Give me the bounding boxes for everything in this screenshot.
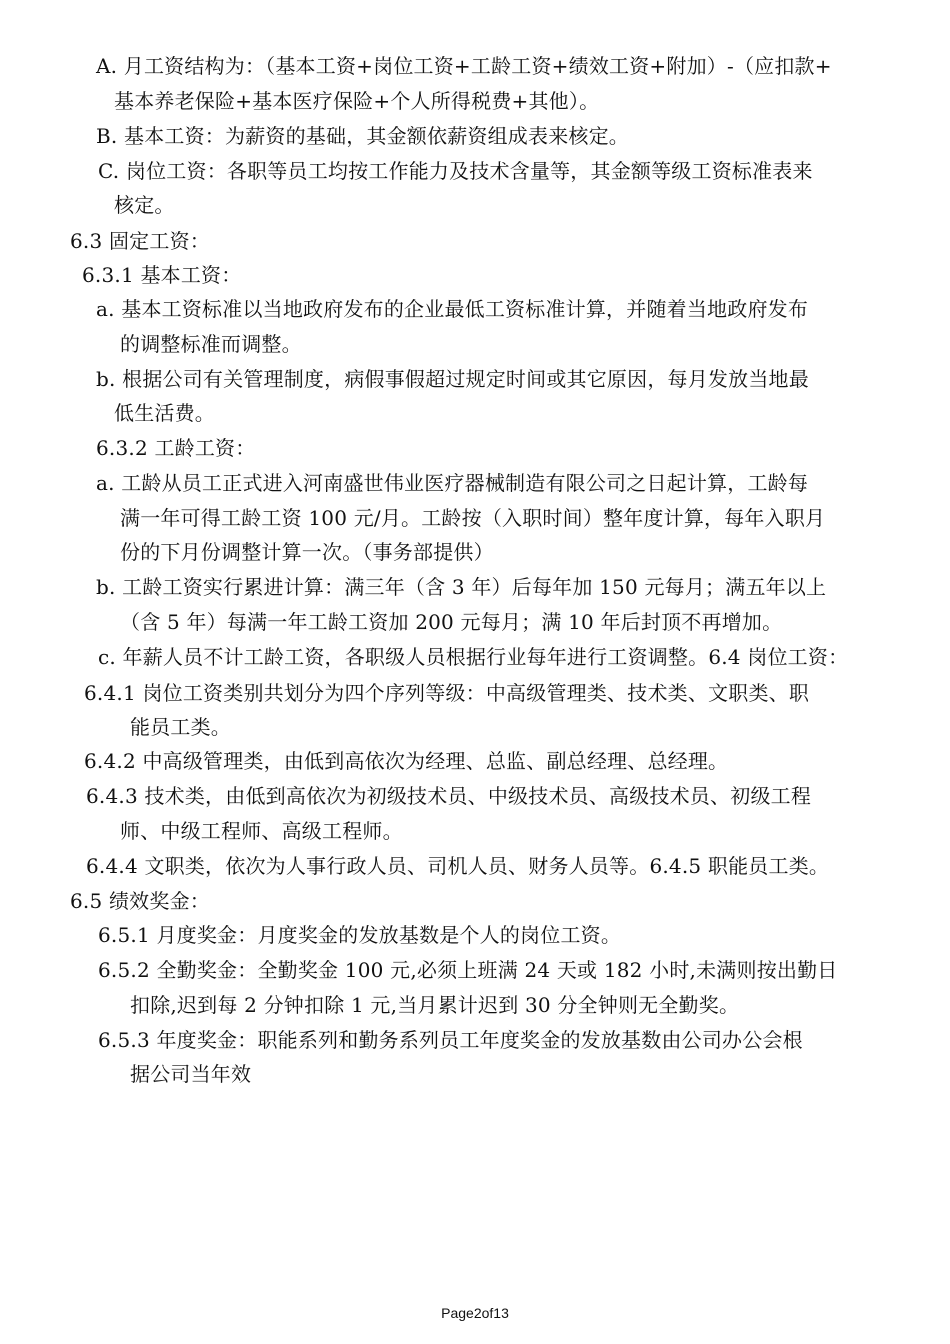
text-line: 6.5.1 月度奖金：月度奖金的发放基数是个人的岗位工资。 — [98, 923, 622, 947]
text-line: b. 工龄工资实行累进计算：满三年（含 3 年）后每年加 150 元每月；满五年以上 — [96, 575, 827, 599]
page-number: Page2of13 — [441, 1305, 509, 1321]
text-line: 扣除,迟到每 2 分钟扣除 1 元,当月累计迟到 30 分全钟则无全勤奖。 — [130, 993, 740, 1017]
text-line: C. 岗位工资：各职等员工均按工作能力及技术含量等，其金额等级工资标准表来 — [98, 159, 813, 183]
text-line: 的调整标准而调整。 — [120, 332, 302, 356]
text-line: 核定。 — [114, 193, 175, 217]
text-line: 6.4.2 中高级管理类，由低到高依次为经理、总监、副总经理、总经理。 — [84, 749, 729, 773]
text-line: 基本养老保险+基本医疗保险+个人所得税费+其他）。 — [114, 89, 600, 113]
text-line: 份的下月份调整计算一次。（事务部提供） — [120, 540, 494, 564]
text-line: 6.5.2 全勤奖金：全勤奖金 100 元,必须上班满 24 天或 182 小时,未满则按出勤日 — [98, 958, 838, 982]
text-line: 6.5.3 年度奖金：职能系列和勤务系列员工年度奖金的发放基数由公司办公会根 — [98, 1028, 803, 1052]
subsection-heading: 6.3.1 基本工资： — [82, 263, 242, 287]
section-heading: 6.5 绩效奖金： — [70, 889, 210, 913]
text-line: 6.4.1 岗位工资类别共划分为四个序列等级：中高级管理类、技术类、文职类、职 — [84, 681, 810, 705]
subsection-heading: 6.3.2 工龄工资： — [96, 436, 256, 460]
text-line: 能员工类。 — [130, 715, 231, 739]
text-line: A. 月工资结构为：（基本工资+岗位工资+工龄工资+绩效工资+附加）-（应扣款+ — [96, 54, 832, 78]
text-line: B. 基本工资：为薪资的基础，其金额依薪资组成表来核定。 — [96, 124, 630, 148]
text-line: （含 5 年）每满一年工龄工资加 200 元每月；满 10 年后封顶不再增加。 — [120, 610, 783, 634]
text-line: 6.4.3 技术类，由低到高依次为初级技术员、中级技术员、高级技术员、初级工程 — [86, 784, 812, 808]
text-line: 据公司当年效 — [130, 1062, 252, 1086]
text-line: 师、中级工程师、高级工程师。 — [120, 819, 403, 843]
text-line: c. 年薪人员不计工龄工资，各职级人员根据行业每年进行工资调整。6.4 岗位工资： — [98, 645, 849, 669]
text-line: 6.4.4 文职类，依次为人事行政人员、司机人员、财务人员等。6.4.5 职能员工类。 — [86, 854, 830, 878]
text-line: a. 基本工资标准以当地政府发布的企业最低工资标准计算，并随着当地政府发布 — [96, 297, 809, 321]
text-line: 低生活费。 — [114, 401, 215, 425]
text-line: a. 工龄从员工正式进入河南盛世伟业医疗器械制造有限公司之日起计算，工龄每 — [96, 471, 809, 495]
text-line: b. 根据公司有关管理制度，病假事假超过规定时间或其它原因，每月发放当地最 — [96, 367, 809, 391]
section-heading: 6.3 固定工资： — [70, 229, 210, 253]
text-line: 满一年可得工龄工资 100 元/月。工龄按（入职时间）整年度计算，每年入职月 — [120, 506, 826, 530]
